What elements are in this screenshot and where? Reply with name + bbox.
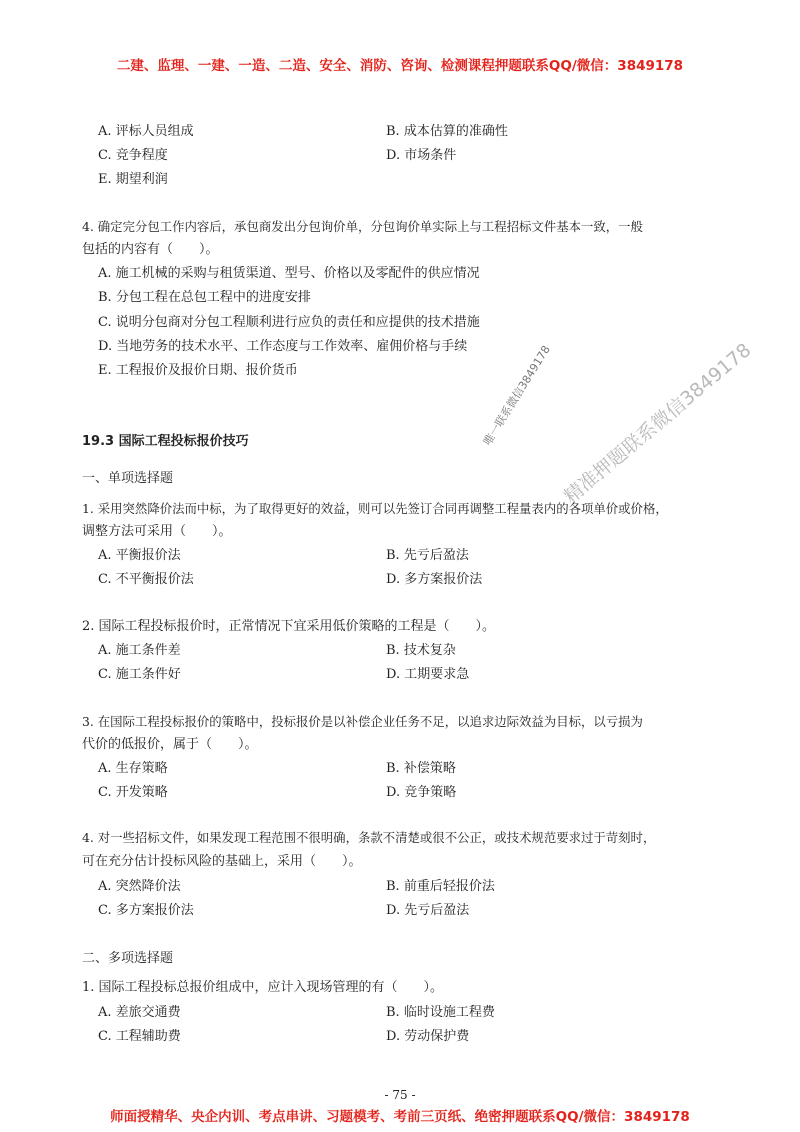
watermark-large: 精准押题联系微信3849178 — [559, 339, 756, 509]
multi-choice-heading: 二、多项选择题 — [82, 951, 174, 966]
question-stem: 4. 确定完分包工作内容后，承包商发出分包询价单，分包询价单实际上与工程招标文件基本一致，一般 — [82, 219, 643, 234]
question-stem: 1. 采用突然降价法而中标，为了取得更好的效益，则可以先签订合同再调整工程量表内的各项单价或价格， — [82, 501, 668, 516]
option-d: D. 市场条件 — [386, 148, 457, 163]
option-d: D. 多方案报价法 — [386, 572, 483, 587]
option-d: D. 劳动保护费 — [386, 1029, 470, 1044]
option-a: A. 差旅交通费 — [98, 1005, 181, 1020]
option-a: A. 生存策略 — [98, 761, 168, 776]
question-stem: 4. 对一些招标文件，如果发现工程范围不很明确，条款不清楚或很不公正，或技术规范要求过于苛刻时， — [82, 830, 656, 845]
option-d: D. 先亏后盈法 — [386, 903, 470, 918]
option-c: C. 多方案报价法 — [98, 903, 194, 918]
option-c: C. 不平衡报价法 — [98, 572, 194, 587]
option-b: B. 临时设施工程费 — [386, 1005, 495, 1020]
question-stem: 2. 国际工程投标报价时，正常情况下宜采用低价策略的工程是（ ）。 — [82, 619, 496, 634]
option-a: A. 施工机械的采购与租赁渠道、型号、价格以及零配件的供应情况 — [98, 266, 480, 281]
section-title: 19.3 国际工程投标报价技巧 — [82, 434, 249, 449]
option-c: C. 工程辅助费 — [98, 1029, 181, 1044]
option-e: E. 工程报价及报价日期、报价货币 — [98, 363, 298, 378]
question-stem-cont: 包括的内容有（ ）。 — [82, 242, 219, 257]
option-a: A. 突然降价法 — [98, 879, 181, 894]
question-stem: 1. 国际工程投标总报价组成中，应计入现场管理的有（ ）。 — [82, 980, 444, 995]
option-b: B. 分包工程在总包工程中的进度安排 — [98, 290, 311, 305]
option-c: C. 开发策略 — [98, 785, 168, 800]
option-a: A. 评标人员组成 — [98, 124, 194, 139]
option-b: B. 成本估算的准确性 — [386, 124, 508, 139]
option-b: B. 技术复杂 — [386, 643, 456, 658]
option-d: D. 当地劳务的技术水平、工作态度与工作效率、雇佣价格与手续 — [98, 339, 468, 354]
question-stem-cont: 可在充分估计投标风险的基础上，采用（ ）。 — [82, 854, 362, 869]
header-banner: 二建、监理、一建、一造、二造、安全、消防、咨询、检测课程押题联系QQ/微信：3849178 — [116, 58, 684, 74]
option-e: E. 期望利润 — [98, 172, 168, 187]
question-stem-cont: 代价的低报价，属于（ ）。 — [82, 737, 258, 752]
watermark-small: 唯一联系微信3849178 — [480, 343, 553, 448]
option-c: C. 说明分包商对分包工程顺利进行应负的责任和应提供的技术措施 — [98, 315, 480, 330]
footer-banner: 师面授精华、央企内训、考点串讲、习题模考、考前三页纸、绝密押题联系QQ/微信：3849178 — [110, 1109, 690, 1125]
option-c: C. 竞争程度 — [98, 148, 168, 163]
option-d: D. 工期要求急 — [386, 667, 470, 682]
option-a: A. 施工条件差 — [98, 643, 181, 658]
option-c: C. 施工条件好 — [98, 667, 181, 682]
question-stem-cont: 调整方法可采用（ ）。 — [82, 524, 232, 539]
option-b: B. 补偿策略 — [386, 761, 456, 776]
option-a: A. 平衡报价法 — [98, 548, 181, 563]
option-d: D. 竞争策略 — [386, 785, 457, 800]
single-choice-heading: 一、单项选择题 — [82, 471, 174, 486]
question-stem: 3. 在国际工程投标报价的策略中，投标报价是以补偿企业任务不足，以追求边际效益为目标，以亏损为 — [82, 714, 643, 729]
option-b: B. 先亏后盈法 — [386, 548, 469, 563]
page-number: - 75 - — [384, 1088, 416, 1102]
option-b: B. 前重后轻报价法 — [386, 879, 495, 894]
